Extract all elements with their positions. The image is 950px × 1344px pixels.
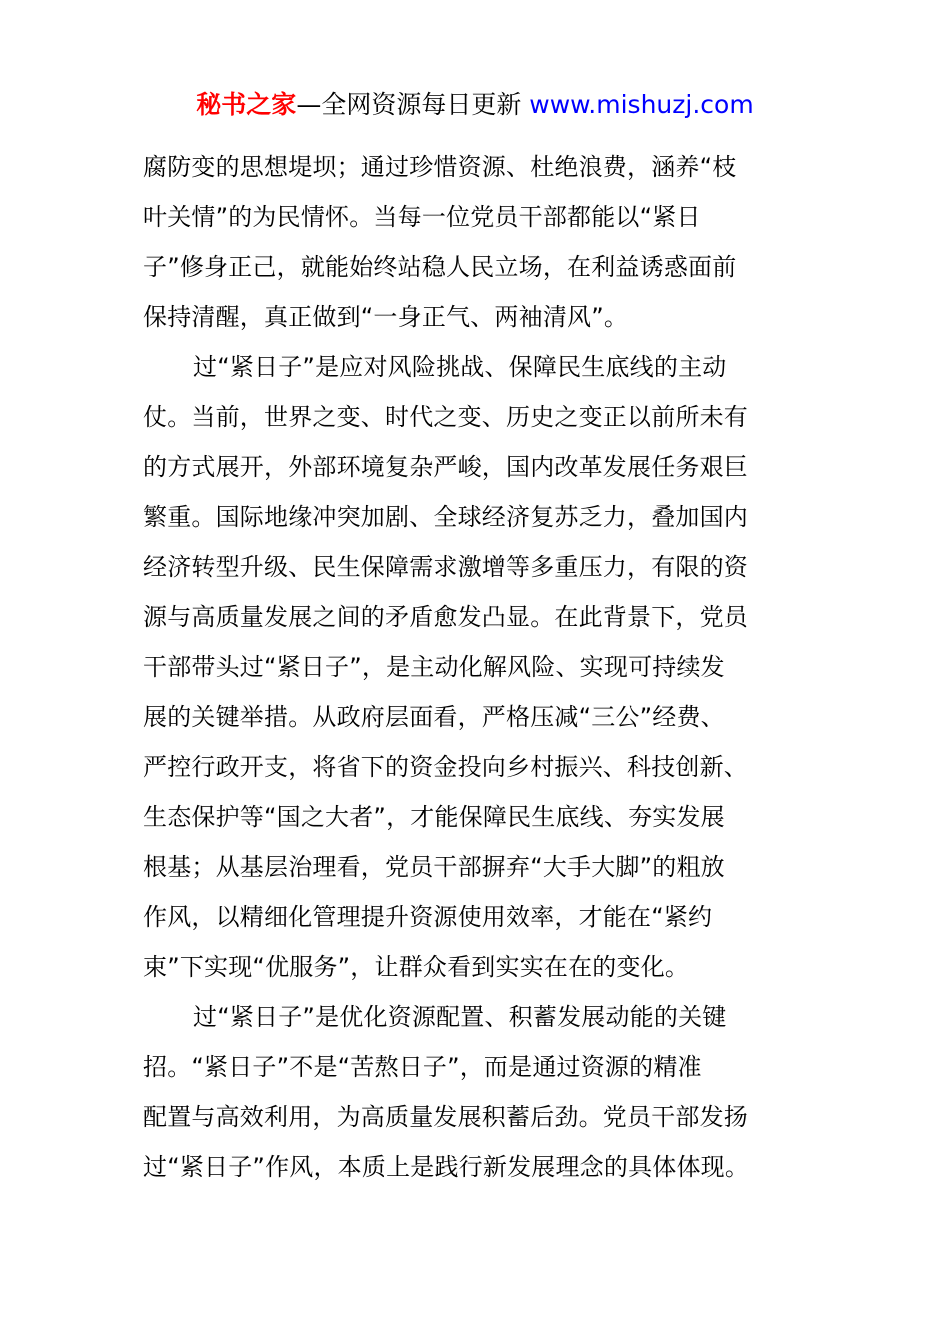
- brand-name: 秘书之家: [196, 90, 297, 119]
- paragraph-start-line: 过“紧日子”是优化资源配置、积蓄发展动能的关键: [193, 1003, 727, 1031]
- site-header: [0, 88, 950, 122]
- document-body: [143, 142, 815, 1192]
- paragraph-start-line: 过“紧日子”是应对风险挑战、保障民生底线的主动: [193, 353, 727, 381]
- text-line: 严控行政开支，将省下的资金投向乡村振兴、科技创新、: [143, 753, 748, 781]
- text-line: 腐防变的思想堤坝；通过珍惜资源、杜绝浪费，涵养“枝: [143, 153, 737, 181]
- text-line: 保持清醒，真正做到“一身正气、两袖清风”。: [143, 303, 629, 331]
- header-tagline: —全网资源每日更新: [296, 90, 530, 119]
- text-line: 子”修身正己，就能始终站稳人民立场，在利益诱惑面前: [143, 253, 737, 281]
- text-line: 生态保护等“国之大者”，才能保障民生底线、夯实发展: [143, 803, 725, 831]
- text-line: 叶关情”的为民情怀。当每一位党员干部都能以“紧日: [143, 203, 701, 231]
- site-url-link[interactable]: www.mishuzj.com: [529, 90, 754, 119]
- text-line: 经济转型升级、民生保障需求激增等多重压力，有限的资: [143, 553, 748, 581]
- text-line: 仗。当前，世界之变、时代之变、历史之变正以前所未有: [143, 403, 748, 431]
- text-line: 源与高质量发展之间的矛盾愈发凸显。在此背景下，党员: [143, 603, 748, 631]
- text-line: 根基；从基层治理看，党员干部摒弃“大手大脚”的粗放: [143, 853, 725, 881]
- text-line: 束”下实现“优服务”，让群众看到实实在在的变化。: [143, 953, 690, 981]
- text-line: 招。“紧日子”不是“苦熬日子”，而是通过资源的精准: [143, 1053, 702, 1081]
- text-line: 干部带头过“紧日子”，是主动化解风险、实现可持续发: [143, 653, 725, 681]
- text-line: 过“紧日子”作风，本质上是践行新发展理念的具体体现。: [143, 1153, 750, 1181]
- text-line: 配置与高效利用，为高质量发展积蓄后劲。党员干部发扬: [143, 1103, 748, 1131]
- text-line: 的方式展开，外部环境复杂严峻，国内改革发展任务艰巨: [143, 453, 748, 481]
- text-line: 繁重。国际地缘冲突加剧、全球经济复苏乏力，叠加国内: [143, 503, 748, 531]
- text-line: 展的关键举措。从政府层面看，严格压减“三公”经费、: [143, 703, 725, 731]
- text-line: 作风，以精细化管理提升资源使用效率，才能在“紧约: [143, 903, 713, 931]
